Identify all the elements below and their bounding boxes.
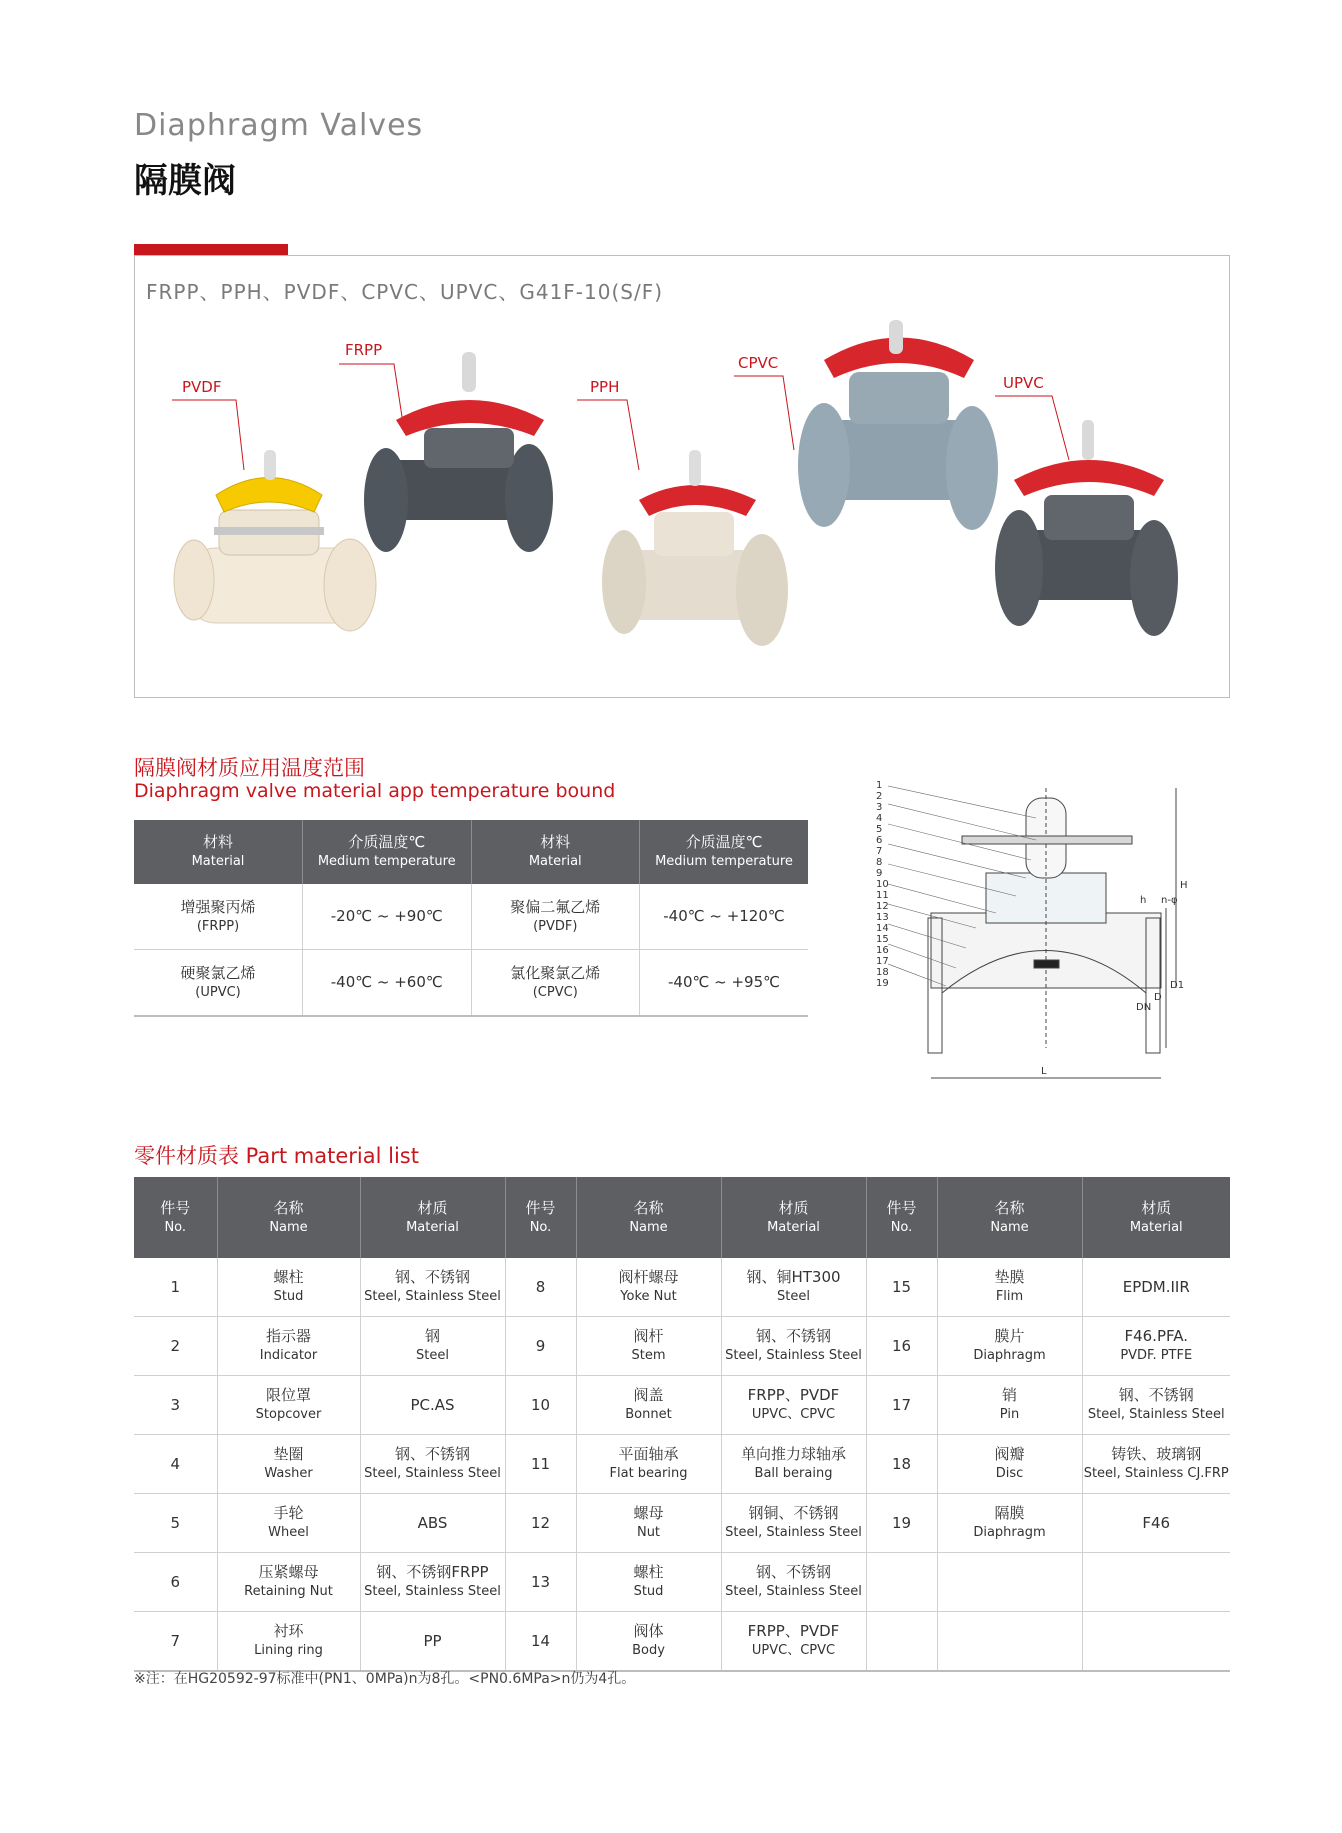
- diagram-callout-number: 12: [876, 901, 889, 912]
- table-cell: 钢、不锈钢FRPP Steel, Stainless Steel: [360, 1553, 505, 1612]
- diagram-callout-number: 16: [876, 945, 889, 956]
- header-cell: 材质 Material: [1082, 1177, 1230, 1258]
- table-row: [134, 1494, 1230, 1553]
- diagram-callout-number: 10: [876, 879, 889, 890]
- table-cell: 钢、不锈钢 Steel, Stainless Steel: [1082, 1376, 1230, 1435]
- table-cell: 钢 Steel: [360, 1317, 505, 1376]
- table-row: [134, 1258, 1230, 1317]
- table-cell: [866, 1612, 937, 1672]
- table-cell: 3: [134, 1376, 217, 1435]
- table-row: [134, 1376, 1230, 1435]
- page-title-zh: 隔膜阀: [134, 161, 236, 201]
- dim-label-h: H: [1180, 880, 1188, 891]
- diagram-callout-number: 5: [876, 824, 883, 835]
- parts-material-table: [134, 1177, 1230, 1672]
- table-cell: 限位罩 Stopcover: [217, 1376, 360, 1435]
- callout-pvdf: PVDF: [182, 378, 222, 396]
- table-cell: 阀杆 Stem: [576, 1317, 721, 1376]
- table-cell: 硬聚氯乙烯 (UPVC): [134, 950, 303, 1017]
- table-cell: 氯化聚氯乙烯 (CPVC): [471, 950, 640, 1017]
- table-header-row: [134, 820, 808, 884]
- header-cell: 名称 Name: [937, 1177, 1082, 1258]
- header-cell: 材质 Material: [721, 1177, 866, 1258]
- page-title-en: Diaphragm Valves: [134, 108, 424, 143]
- header-cell: 名称 Name: [217, 1177, 360, 1258]
- table-cell: [1082, 1553, 1230, 1612]
- table-cell: 钢、不锈钢 Steel, Stainless Steel: [721, 1317, 866, 1376]
- table-cell: FRPP、PVDF UPVC、CPVC: [721, 1376, 866, 1435]
- table-cell: 1: [134, 1258, 217, 1317]
- table-cell: 聚偏二氟乙烯 (PVDF): [471, 884, 640, 950]
- table-cell: 6: [134, 1553, 217, 1612]
- table-cell: 钢、不锈钢 Steel, Stainless Steel: [360, 1435, 505, 1494]
- header-cell: 件号 No.: [505, 1177, 576, 1258]
- dim-label-dn: DN: [1136, 1002, 1152, 1013]
- table-cell: 19: [866, 1494, 937, 1553]
- dim-label-d1: D1: [1170, 980, 1185, 991]
- header-cell: 材料 Material: [134, 820, 303, 884]
- table-cell: 铸铁、玻璃钢 Steel, Stainless CJ.FRP: [1082, 1435, 1230, 1494]
- header-cell: 件号 No.: [866, 1177, 937, 1258]
- diagram-callout-number: 8: [876, 857, 883, 868]
- header-cell: 介质温度℃ Medium temperature: [303, 820, 472, 884]
- diagram-callout-number: 1: [876, 780, 883, 791]
- diagram-callout-number: 4: [876, 813, 883, 824]
- parts-table-body: [134, 1258, 1230, 1671]
- table-cell: 17: [866, 1376, 937, 1435]
- diagram-callout-number: 18: [876, 967, 889, 978]
- table-cell: [1082, 1612, 1230, 1672]
- table-cell: 增强聚丙烯 (FRPP): [134, 884, 303, 950]
- table-cell: 14: [505, 1612, 576, 1672]
- table-cell: F46.PFA. PVDF. PTFE: [1082, 1317, 1230, 1376]
- table-cell: 阀杆螺母 Yoke Nut: [576, 1258, 721, 1317]
- table-cell: -40℃ ~ +95℃: [640, 950, 809, 1017]
- table-cell: 13: [505, 1553, 576, 1612]
- table-cell: 11: [505, 1435, 576, 1494]
- diagram-callout-number: 7: [876, 846, 883, 857]
- table-cell: F46: [1082, 1494, 1230, 1553]
- dim-label-n-phi: n-φ: [1161, 895, 1178, 906]
- header-cell: 材质 Material: [360, 1177, 505, 1258]
- footnote: ※注：在HG20592-97标准中(PN1、0MPa)n为8孔。<PN0.6MPa>n仍为4孔。: [134, 1671, 636, 1687]
- diagram-callout-number: 11: [876, 890, 889, 901]
- accent-bar: [134, 244, 288, 255]
- parts-section-title: 零件材质表 Part material list: [134, 1144, 419, 1168]
- table-cell: 单向推力球轴承 Ball beraing: [721, 1435, 866, 1494]
- callout-pph: PPH: [590, 378, 620, 396]
- product-models: FRPP、PPH、PVDF、CPVC、UPVC、G41F-10(S/F): [146, 280, 664, 304]
- table-cell: 平面轴承 Flat bearing: [576, 1435, 721, 1494]
- table-cell: 垫膜 Flim: [937, 1258, 1082, 1317]
- table-cell: 衬环 Lining ring: [217, 1612, 360, 1672]
- temperature-table: [134, 820, 808, 1017]
- diagram-callout-number: 19: [876, 978, 889, 989]
- table-cell: 压紧螺母 Retaining Nut: [217, 1553, 360, 1612]
- table-cell: 阀体 Body: [576, 1612, 721, 1672]
- table-row: [134, 950, 808, 1017]
- table-cell: PP: [360, 1612, 505, 1672]
- diagram-callout-number: 17: [876, 956, 889, 967]
- header-cell: 介质温度℃ Medium temperature: [640, 820, 809, 884]
- table-cell: 隔膜 Diaphragm: [937, 1494, 1082, 1553]
- cpvc-valve: [798, 320, 998, 530]
- table-cell: 螺母 Nut: [576, 1494, 721, 1553]
- table-cell: -40℃ ~ +120℃: [640, 884, 809, 950]
- table-cell: 销 Pin: [937, 1376, 1082, 1435]
- table-cell: 4: [134, 1435, 217, 1494]
- table-cell: 阀盖 Bonnet: [576, 1376, 721, 1435]
- upvc-valve: [995, 420, 1178, 636]
- table-row: [134, 1317, 1230, 1376]
- valve-cross-section-diagram: [876, 778, 1206, 1088]
- frpp-valve: [364, 352, 553, 552]
- table-cell: 手轮 Wheel: [217, 1494, 360, 1553]
- table-cell: 钢、不锈钢 Steel, Stainless Steel: [721, 1553, 866, 1612]
- table-cell: 钢铜、不锈钢 Steel, Stainless Steel: [721, 1494, 866, 1553]
- table-cell: 10: [505, 1376, 576, 1435]
- table-cell: 9: [505, 1317, 576, 1376]
- diagram-callout-number: 2: [876, 791, 883, 802]
- diagram-callout-number: 3: [876, 802, 883, 813]
- table-header-row: [134, 1177, 1230, 1258]
- table-cell: 指示器 Indicator: [217, 1317, 360, 1376]
- table-cell: 15: [866, 1258, 937, 1317]
- header-cell: 材料 Material: [471, 820, 640, 884]
- table-cell: 膜片 Diaphragm: [937, 1317, 1082, 1376]
- temp-section-title-en: Diaphragm valve material app temperature bound: [134, 780, 616, 802]
- pvdf-valve: [174, 450, 376, 631]
- table-cell: -20℃ ~ +90℃: [303, 884, 472, 950]
- table-cell: 5: [134, 1494, 217, 1553]
- callout-upvc: UPVC: [1003, 374, 1044, 392]
- table-cell: 阀瓣 Disc: [937, 1435, 1082, 1494]
- diagram-callout-number: 15: [876, 934, 889, 945]
- header-cell: 件号 No.: [134, 1177, 217, 1258]
- table-cell: 7: [134, 1612, 217, 1672]
- table-cell: PC.AS: [360, 1376, 505, 1435]
- callout-cpvc: CPVC: [738, 354, 779, 372]
- table-cell: 螺柱 Stud: [217, 1258, 360, 1317]
- table-cell: -40℃ ~ +60℃: [303, 950, 472, 1017]
- diagram-callout-number: 6: [876, 835, 883, 846]
- diagram-callout-number: 13: [876, 912, 889, 923]
- temp-section-title-zh: 隔膜阀材质应用温度范围: [134, 756, 365, 780]
- table-cell: [937, 1553, 1082, 1612]
- table-cell: 8: [505, 1258, 576, 1317]
- dim-label-h-small: h: [1140, 895, 1147, 906]
- dim-label-l: L: [1041, 1066, 1047, 1077]
- table-row: [134, 1553, 1230, 1612]
- table-cell: 钢、铜HT300 Steel: [721, 1258, 866, 1317]
- table-row: [134, 1612, 1230, 1672]
- table-cell: 钢、不锈钢 Steel, Stainless Steel: [360, 1258, 505, 1317]
- table-cell: 12: [505, 1494, 576, 1553]
- valve-products-image: [134, 320, 1230, 690]
- table-cell: ABS: [360, 1494, 505, 1553]
- header-cell: 名称 Name: [576, 1177, 721, 1258]
- table-cell: 螺柱 Stud: [576, 1553, 721, 1612]
- table-cell: 16: [866, 1317, 937, 1376]
- table-cell: EPDM.IIR: [1082, 1258, 1230, 1317]
- table-cell: [866, 1553, 937, 1612]
- table-row: [134, 1435, 1230, 1494]
- callout-frpp: FRPP: [345, 341, 383, 359]
- table-cell: [937, 1612, 1082, 1672]
- table-cell: 垫圈 Washer: [217, 1435, 360, 1494]
- diagram-callout-number: 9: [876, 868, 883, 879]
- table-row: [134, 884, 808, 950]
- table-cell: 18: [866, 1435, 937, 1494]
- diagram-callout-number: 14: [876, 923, 889, 934]
- table-cell: FRPP、PVDF UPVC、CPVC: [721, 1612, 866, 1672]
- pph-valve: [602, 450, 788, 646]
- table-cell: 2: [134, 1317, 217, 1376]
- dim-label-d: D: [1154, 992, 1162, 1003]
